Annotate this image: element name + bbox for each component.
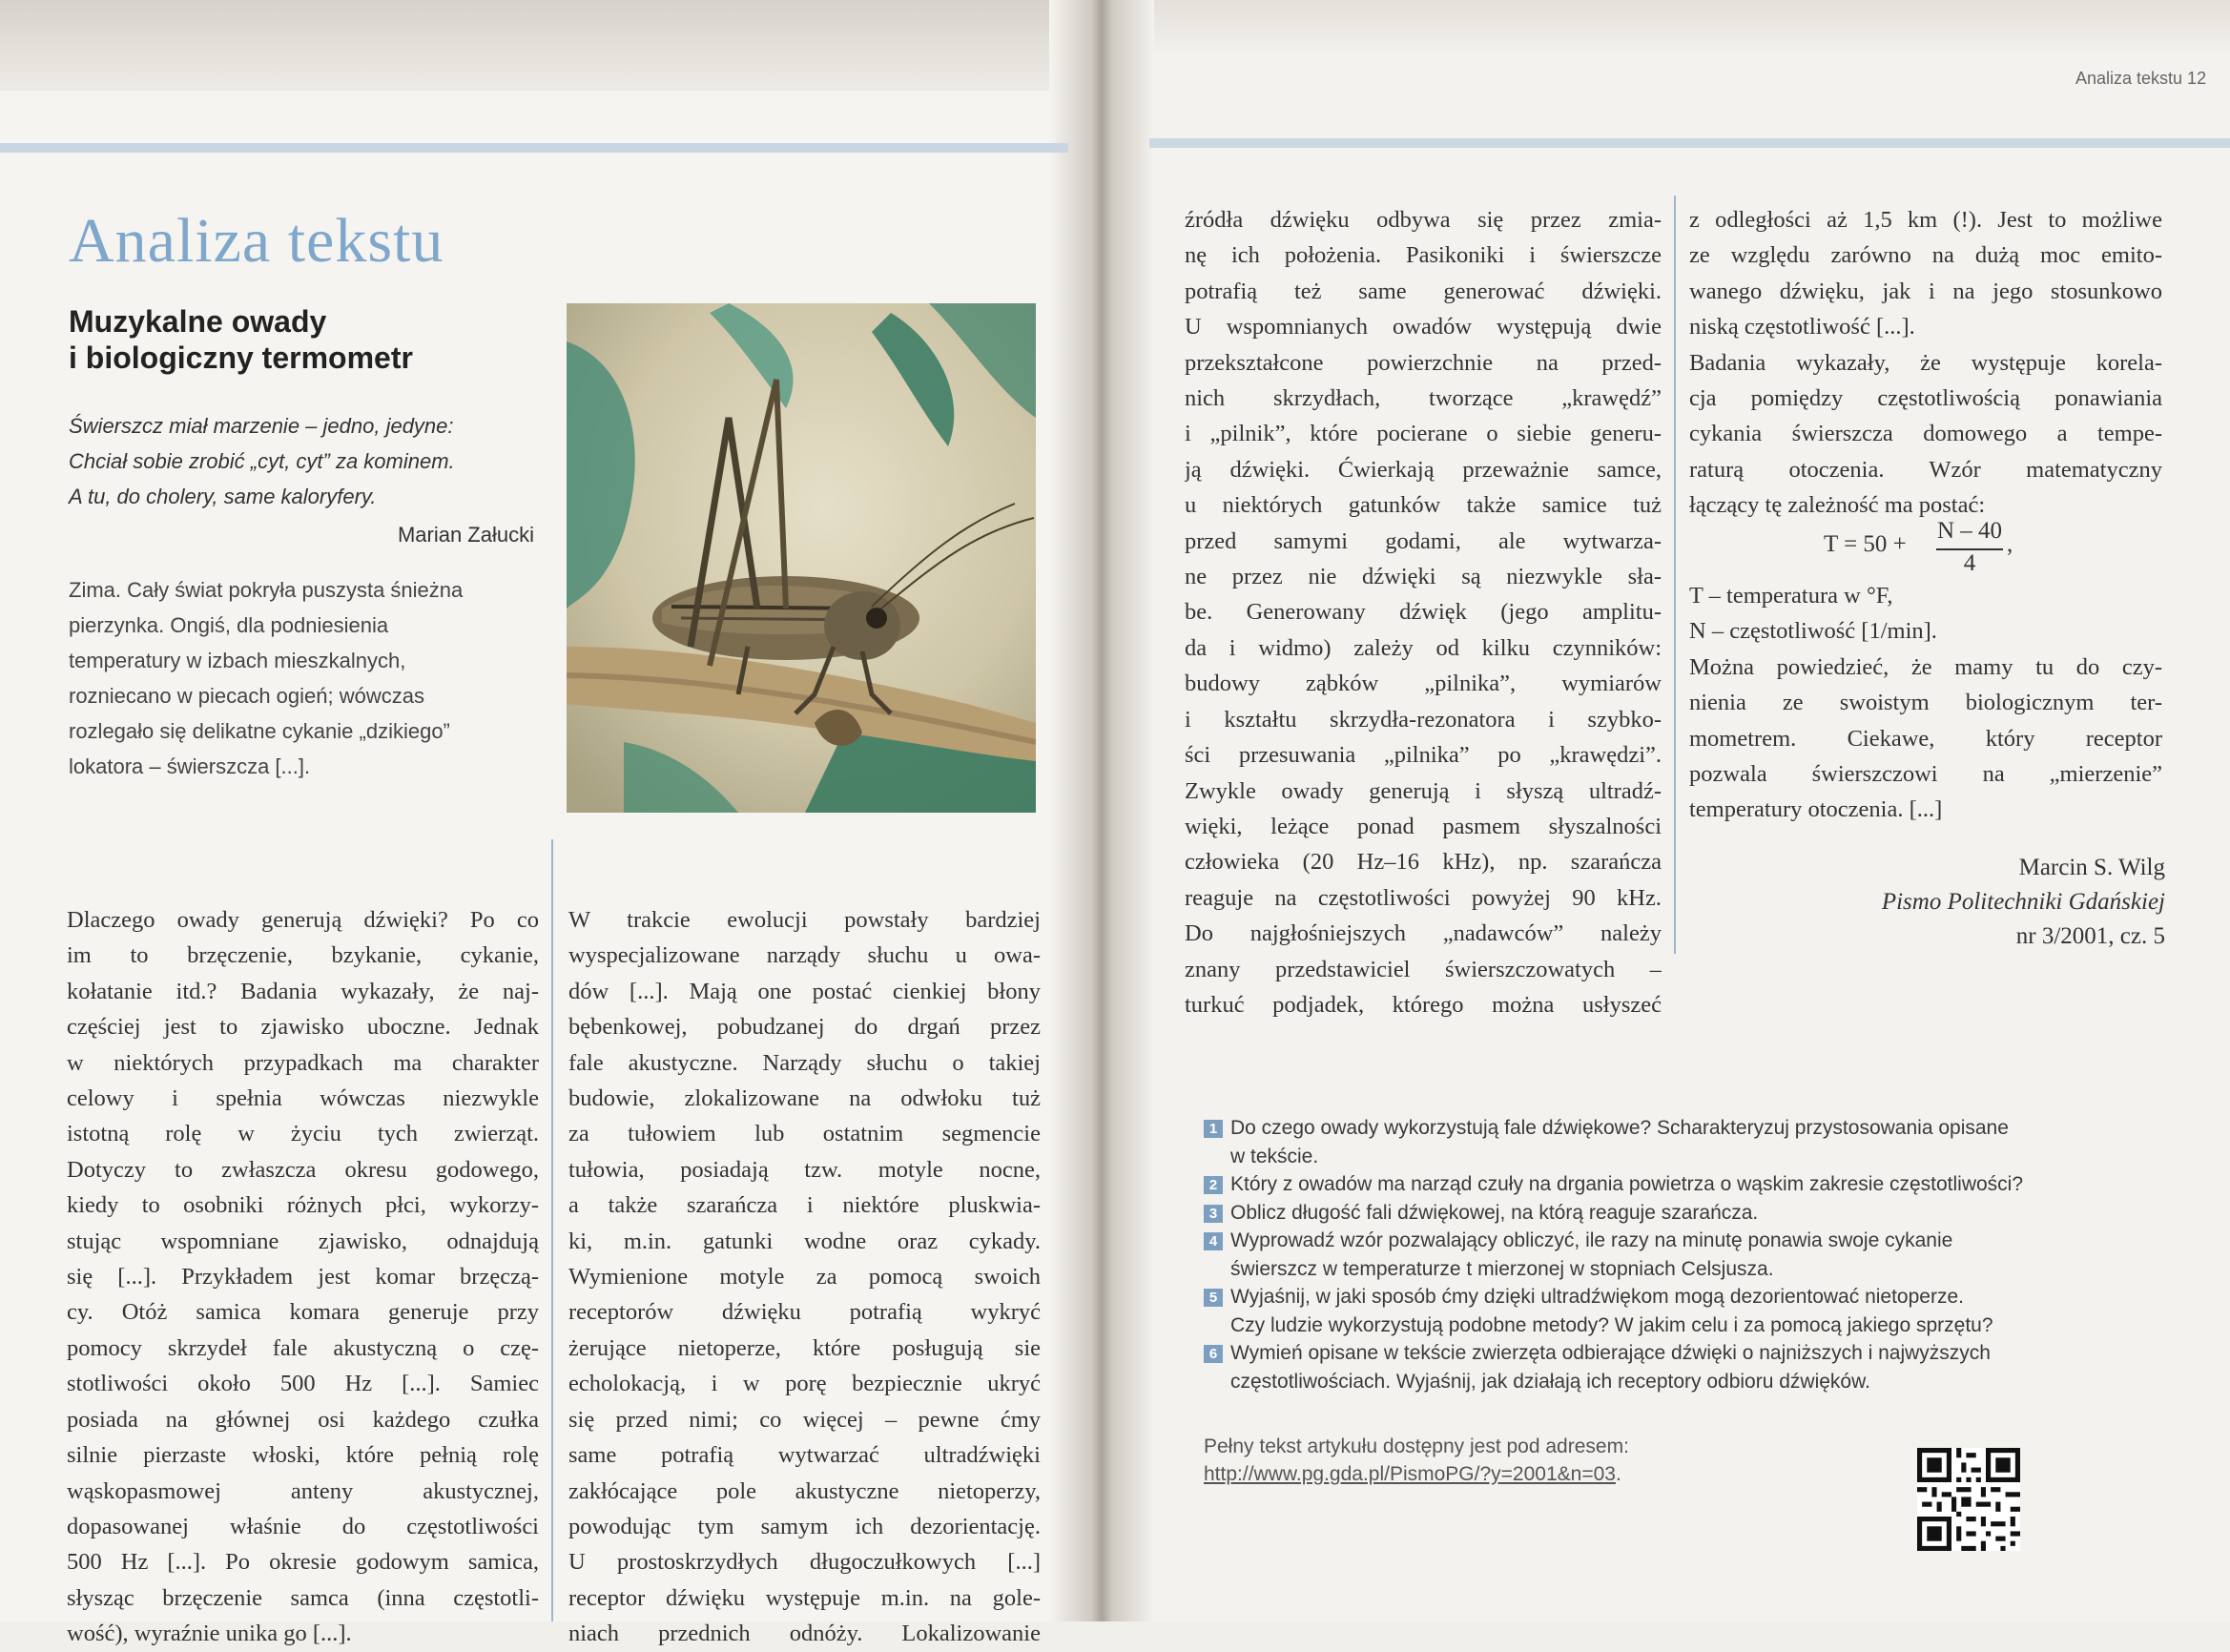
body-line: zakłócające pole akustyczne nietoperzy, [568,1477,1041,1504]
question-text: Wyjaśnij, w jaki sposób ćmy dzięki ultradźwiękom mogą dezorientować nietoperze. [1230,1286,1964,1308]
running-head: Analiza tekstu 12 [2075,69,2207,88]
body-line: i kształtu skrzydła-rezonatora i szybko- [1185,706,1662,733]
intro-line: Zima. Cały świat pokryła puszysta śnieżna [69,578,464,602]
body-line: z odległości aż 1,5 km (!). Jest to możliwe [1689,207,2162,233]
poem-author: Marian Załucki [397,523,534,547]
body-line: cja pomiędzy częstotliwością ponawiania [1689,385,2162,412]
body-line: turkuć podjadek, którego można usłyszeć [1185,991,1662,1018]
body-line: kołatanie itd.? Badania wykazały, że naj- [67,978,539,1004]
body-line: nienia ze swoistym biologicznym ter- [1689,690,2162,716]
formula-lhs: T = 50 + [1824,531,1907,557]
formula-comma: , [2007,531,2013,557]
article-subtitle [69,303,527,376]
question-number-badge: 1 [1204,1120,1223,1138]
body-line: się przed nimi; co więcej – pewne ćmy [568,1406,1041,1433]
body-line: dopasowanej właśnie do częstotliwości [67,1513,539,1539]
question-item [1204,1170,2148,1199]
question-text: Który z owadów ma narząd czuły na drgania powietrza o wąskim zakresie częstotliwości? [1230,1173,2024,1195]
question-item [1204,1199,2148,1228]
body-line: niach przednich odnóży. Lokalizowanie [568,1621,1041,1647]
question-item [1204,1283,2148,1339]
body-line: wyspecjalizowane narządy słuchu u owa- [568,942,1041,969]
question-text: Wymień opisane w tekście zwierzęta odbierające dźwięki o najniższych i najwyższych [1230,1342,1991,1364]
question-list [1204,1114,2148,1395]
fulltext-link[interactable]: http://www.pg.gda.pl/PismoPG/?y=2001&n=03 [1204,1463,1616,1485]
body-line: łączący tę zależność ma postać: [1689,492,1986,519]
temperature-formula [1824,520,2053,577]
body-line: pozwala świerszczowi na „mierzenie” [1689,761,2162,788]
body-line: nich skrzydłach, tworzące „krawędź” [1185,385,1662,412]
subtitle-line-1: Muzykalne owady [69,304,327,339]
signature-author: Marcin S. Wilg [2018,855,2165,880]
body-line: U prostoskrzydłych długoczułkowych [...] [568,1549,1041,1576]
right-header-rule [1149,138,2230,148]
left-header-rule [0,143,1068,153]
body-line: u niektórych gatunków także samice tuż [1185,492,1662,519]
column-a [67,902,539,1652]
body-line: da i widmo) zależy od kilku czynników: [1185,634,1662,661]
signature-source: Pismo Politechniki Gdańskiej [1881,889,2165,915]
subtitle-line-2: i biologiczny termometr [69,341,413,375]
body-line: silnie pierzaste włoski, które pełnią rolę [67,1442,539,1469]
question-text: częstotliwościach. Wyjaśnij, jak działają ich receptory odbioru dźwięków. [1230,1370,1870,1393]
body-line: kiedy to osobniki różnych płci, wykorzy- [67,1192,539,1219]
question-number-badge: 6 [1204,1345,1223,1363]
body-line: stotliwości około 500 Hz [...]. Samiec [67,1371,539,1397]
body-line: bębenkowej, pobudzanej do drgań przez [568,1014,1041,1041]
body-line: więki, leżące ponad pasmem słyszalności [1185,813,1662,839]
body-line: ne przez nie dźwięki są niezwykle sła- [1185,564,1662,590]
section-title: Analiza tekstu [69,206,444,276]
qr-code-icon[interactable] [1917,1448,2020,1551]
fulltext-period: . [1615,1463,1621,1485]
body-line: receptorów dźwięku potrafią wykryć [568,1299,1041,1326]
body-line: znany przedstawiciel świerszczowatych – [1185,956,1662,982]
body-line: cykania świerszcza domowego a tempe- [1689,421,2162,447]
body-line: 500 Hz [...]. Po okresie godowym samica, [67,1549,539,1576]
body-line: wanego dźwięku, jak i na jego stosunkowo [1689,278,2162,304]
body-line: celowy i spełnia wówczas niezwykle [67,1085,539,1112]
body-line: i „pilnik”, które pocierane o siebie generu- [1185,421,1662,447]
body-line: stując wspomniane zjawisko, odnajdują [67,1228,539,1254]
question-text: w tekście. [1230,1145,1319,1167]
question-number-badge: 4 [1204,1232,1223,1250]
question-item [1204,1339,2148,1395]
poem-line-2: Chciał sobie zrobić „cyt, cyt” za kominem. [69,449,455,473]
poem-line-1: Świerszcz miał marzenie – jedno, jedyne: [69,414,454,438]
body-line: człowieka (20 Hz–16 kHz), np. szarańcza [1185,849,1662,876]
intro-paragraph [69,572,546,784]
body-line: receptor dźwięku występuje m.in. na gole- [568,1584,1041,1611]
grasshopper-photo [567,303,1036,813]
intro-line: rozlegało się delikatne cykanie „dzikiego” [69,719,450,743]
poem-line-3: A tu, do cholery, same kaloryfery. [69,485,377,508]
body-line: Do najgłośniejszych „nadawców” należy [1185,920,1662,947]
body-line: źródła dźwięku odbywa się przez zmia- [1185,207,1662,233]
body-line: dów [...]. Mają one postać cienkiej błony [568,978,1041,1004]
body-line: tułowia, posiadają tzw. motyle nocne, [568,1156,1041,1183]
body-line: be. Generowany dźwięk (jego amplitu- [1185,599,1662,626]
body-line: wość), wyraźnie unika go [...]. [67,1621,352,1647]
signature-issue: nr 3/2001, cz. 5 [2015,923,2165,949]
body-line: w niektórych przypadkach ma charakter [67,1049,539,1076]
body-line: za tułowiem lub ostatnim segmencie [568,1121,1041,1147]
intro-line: lokatora – świerszcza [...]. [69,754,311,778]
body-line: częściej jest to zjawisko uboczne. Jednak [67,1014,539,1041]
body-line: im to brzęczenie, bzykanie, cykanie, [67,942,539,969]
variable-definition: T – temperatura w °F, [1689,583,1893,609]
question-item [1204,1114,2148,1170]
body-line: potrafią też same generować dźwięki. [1185,278,1662,304]
body-line: budowie, zlokalizowane na odwłoku tuż [568,1085,1041,1112]
body-line: echolokacją, i w porę bezpiecznie ukryć [568,1371,1041,1397]
body-line: W trakcie ewolucji powstały bardziej [568,907,1041,933]
intro-line: rozniecano w piecach ogień; wówczas [69,684,424,708]
body-line: same potrafią wytwarzać ultradźwięki [568,1442,1041,1469]
column-b [568,902,1041,1652]
book-gutter [1049,0,1154,1621]
question-text: Czy ludzie wykorzystują podobne metody? W jakim celu i za pomocą jakiego sprzętu? [1230,1313,1993,1336]
body-line: istotną rolę w życiu tych zwierząt. [67,1121,539,1147]
column-divider-right [1674,196,1676,954]
body-line: raturą otoczenia. Wzór matematyczny [1689,456,2162,483]
left-top-shadow [0,0,1087,91]
variable-definition: N – częstotliwość [1/min]. [1689,618,1937,645]
body-line: ją dźwięki. Ćwierkają przeważnie samce, [1185,456,1662,483]
body-line: Badania wykazały, że występuje korela- [1689,349,2162,376]
body-line: żerujące nietoperze, które posługują sie [568,1334,1041,1361]
body-line: pomocy skrzydeł fale akustyczną o czę- [67,1334,539,1361]
question-text: świerszcz w temperaturze t mierzonej w stopniach Celsjusza. [1230,1257,1774,1280]
poem-epigraph [69,408,546,514]
body-line: Dlaczego owady generują dźwięki? Po co [67,907,539,933]
body-line: temperatury otoczenia. [...] [1689,796,1943,823]
body-line: budowy ząbków „pilnika”, wymiarów [1185,671,1662,697]
question-text: Wyprowadź wzór pozwalający obliczyć, ile razy na minutę ponawia swoje cykanie [1230,1229,1953,1251]
body-line: mometrem. Ciekawe, który receptor [1689,725,2162,752]
body-line: posiada na głównej osi każdego czułka [67,1406,539,1433]
body-line: się [...]. Przykładem jest komar brzęczą- [67,1264,539,1291]
body-line: U wspomnianych owadów występują dwie [1185,314,1662,341]
body-line: Wymienione motyle za pomocą swoich [568,1264,1041,1291]
fulltext-label: Pełny tekst artykułu dostępny jest pod adresem: [1204,1435,1629,1457]
body-line: Dotyczy to zwłaszcza okresu godowego, [67,1156,539,1183]
right-top-shadow [1111,0,2230,57]
formula-denominator: 4 [1963,550,1976,576]
body-line: nę ich położenia. Pasikoniki i świerszcze [1185,242,1662,269]
body-line: wąskopasmowej anteny akustycznej, [67,1477,539,1504]
body-line: przekształcone powierzchnie na przed- [1185,349,1662,376]
body-line: powodując tym samym ich dezorientację. [568,1513,1041,1539]
body-line: reaguje na częstotliwości powyżej 90 kHz. [1185,884,1662,911]
body-line: ści przesuwania „pilnika” po „krawędzi”. [1185,742,1662,769]
intro-line: temperatury w izbach mieszkalnych, [69,649,406,672]
body-line: a także szarańcza i niektóre pluskwia- [568,1192,1041,1219]
body-line: przed samymi godami, ale wytwarza- [1185,527,1662,554]
body-line: ki, m.in. gatunki wodne oraz cykady. [568,1228,1041,1254]
intro-line: pierzynka. Ongiś, dla podniesienia [69,613,389,637]
fulltext-note [1204,1433,1738,1488]
grasshopper-illustration [567,303,1036,813]
question-number-badge: 3 [1204,1205,1223,1223]
column-d-bottom [1689,578,2162,828]
column-d-top [1689,202,2162,524]
formula-numerator: N – 40 [1936,518,2003,544]
body-line: ze względu zarówno na dużą moc emito- [1689,242,2162,269]
body-line: słysząc brzęczenie samca (inna częstotli- [67,1584,539,1611]
column-divider-left [551,839,553,1621]
question-number-badge: 5 [1204,1289,1223,1307]
body-line: niską częstotliwość [...]. [1689,314,1915,341]
question-item [1204,1227,2148,1283]
body-line: fale akustyczne. Narządy słuchu o takiej [568,1049,1041,1076]
question-text: Oblicz długość fali dźwiękowej, na którą reaguje szarańcza. [1230,1201,1759,1224]
question-text: Do czego owady wykorzystują fale dźwiękowe? Scharakteryzuj przystosowania opisane [1230,1117,2009,1139]
body-line: cy. Otóż samica komara generuje przy [67,1299,539,1326]
body-line: Zwykle owady generują i słyszą ultradź- [1185,777,1662,804]
question-number-badge: 2 [1204,1176,1223,1194]
column-c [1185,202,1662,1022]
body-line: Można powiedzieć, że mamy tu do czy- [1689,653,2162,680]
